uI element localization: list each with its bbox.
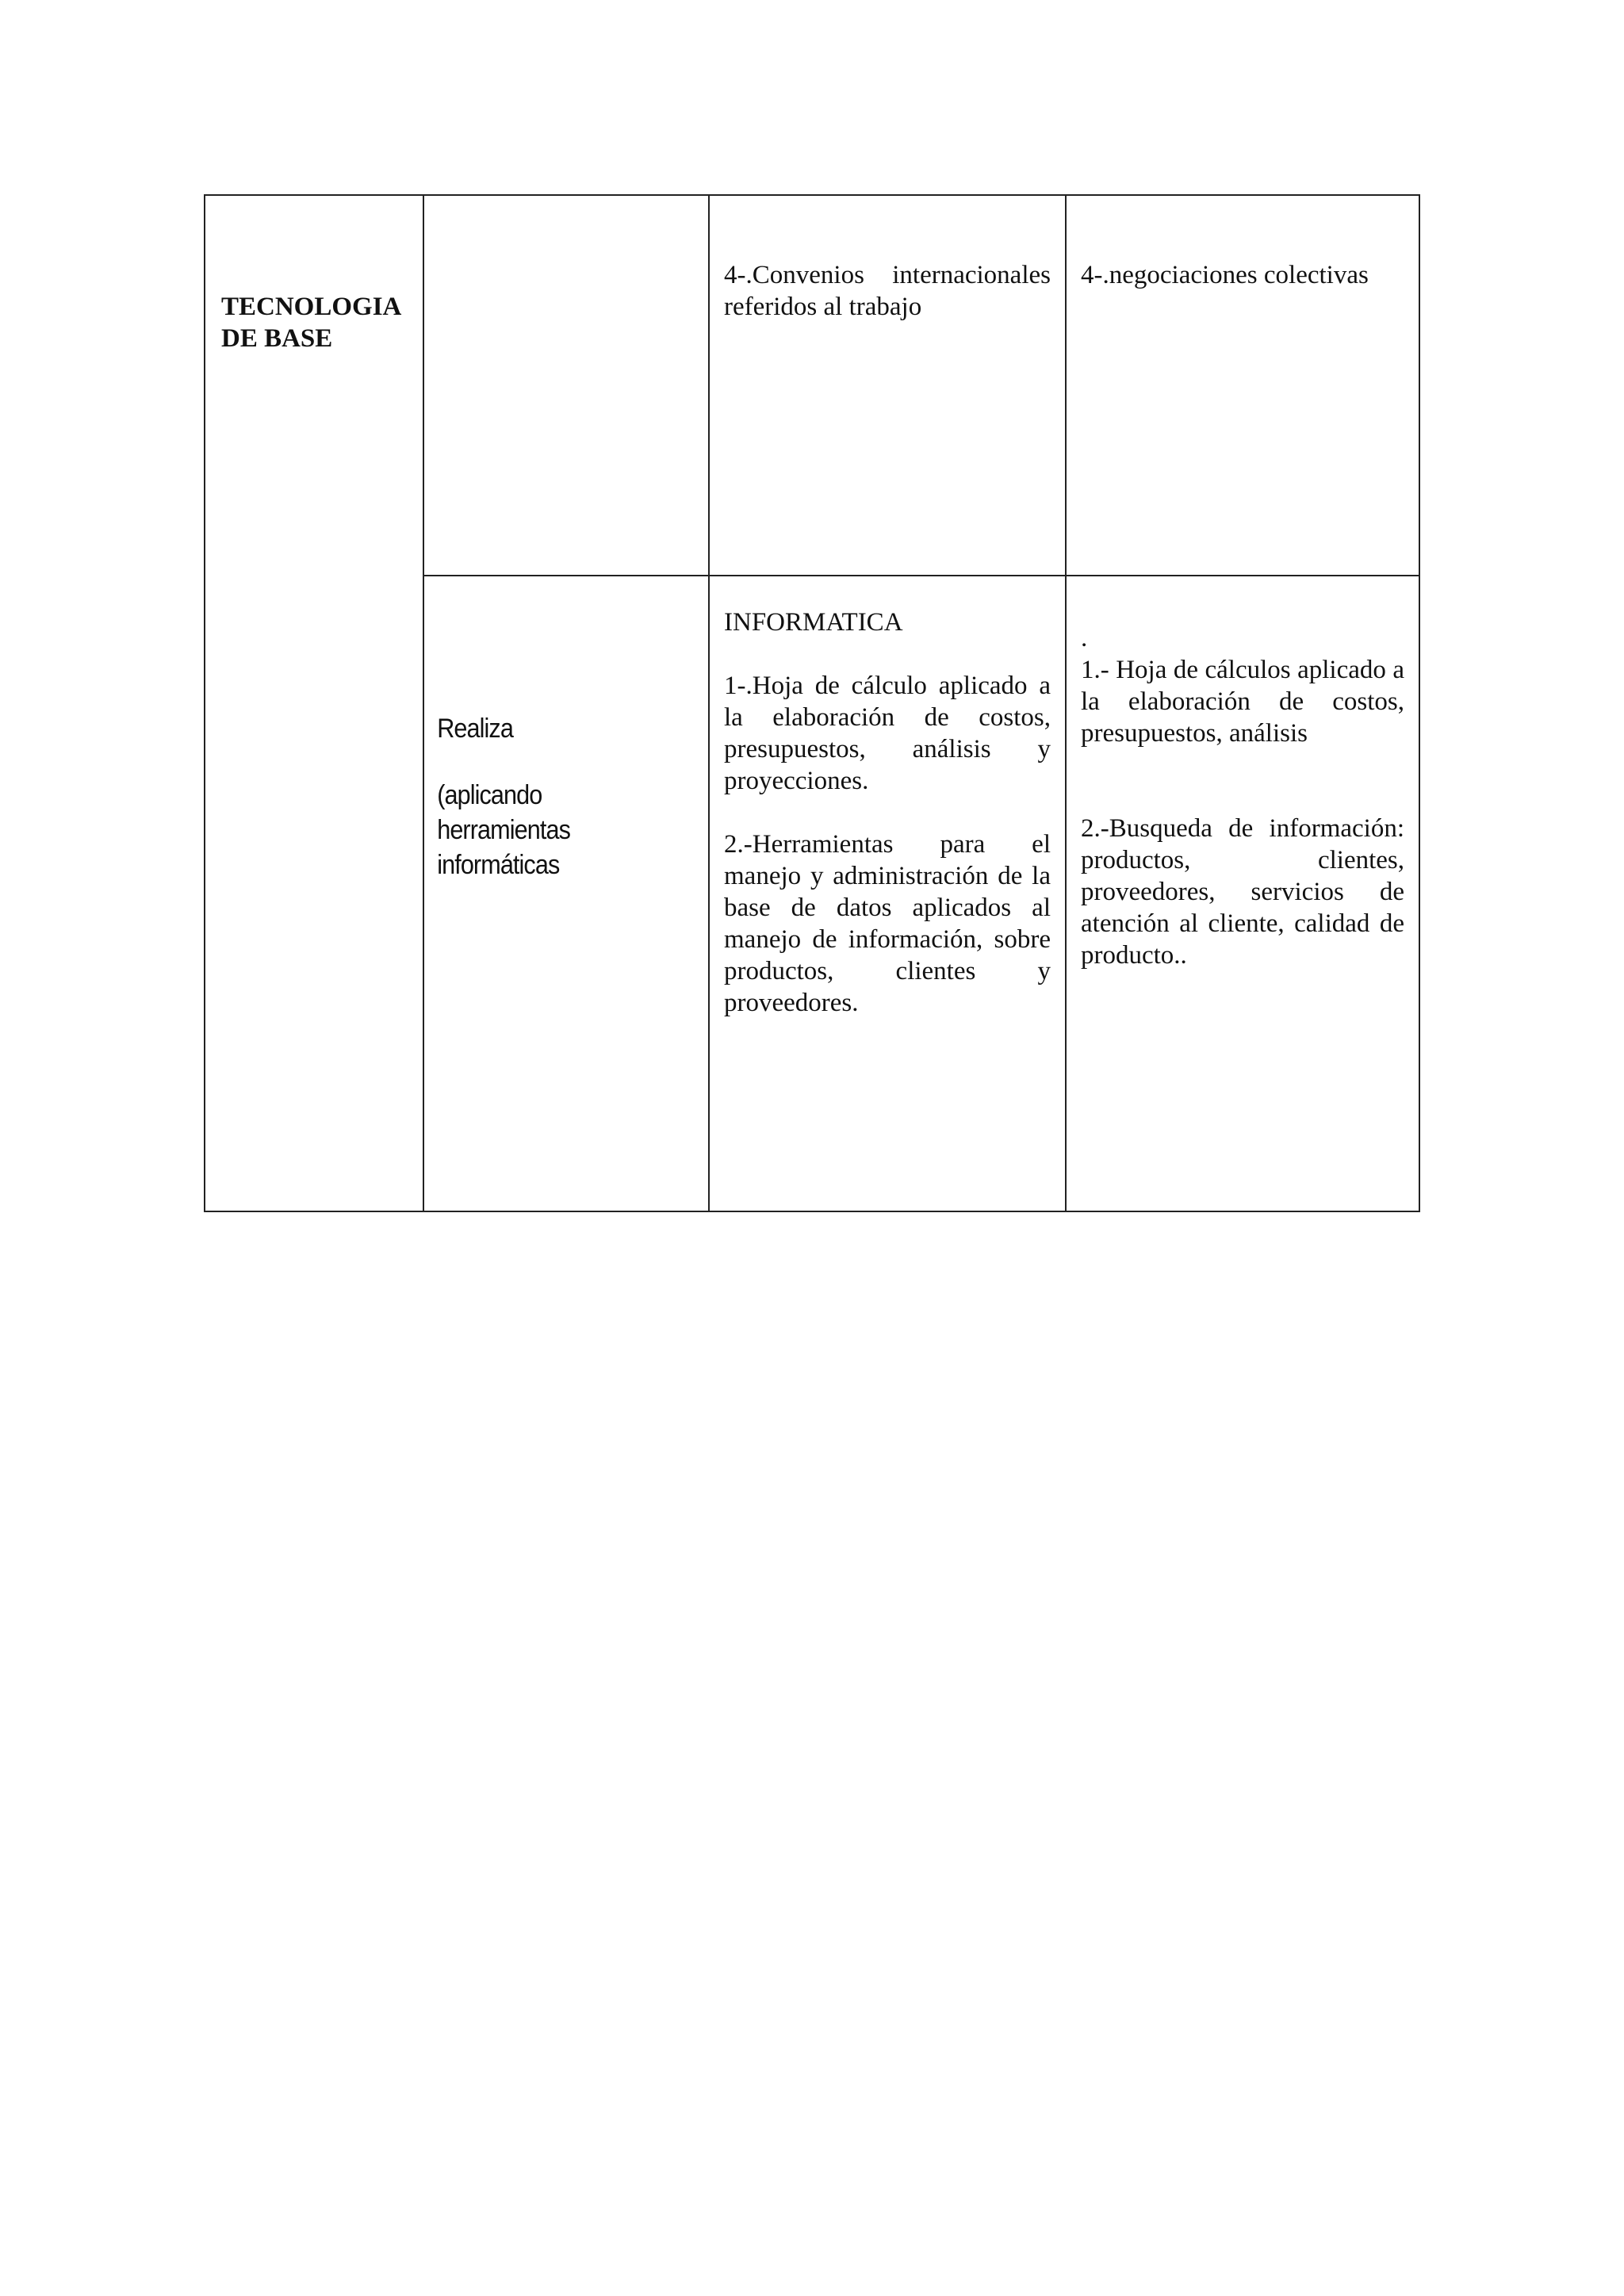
empty-cell — [423, 195, 709, 576]
activities-item-2: 2.-Busqueda de información: productos, clientes, proveedores, servicios de atención al cliente, calidad de producto.. — [1081, 814, 1404, 970]
row2-col3-text — [710, 576, 1065, 1019]
row2-col4-text — [1067, 576, 1419, 971]
dot-mark: . — [1081, 624, 1088, 652]
contents-cell — [709, 576, 1066, 1211]
row1-col3-text: 4-.Convenios internacionales referidos al trabajo — [724, 261, 1051, 321]
contents-item-1: 1-.Hoja de cálculo aplicado a la elaboración de costos, presupuestos, análisis y proyecciones. — [724, 672, 1051, 795]
capacity-text — [424, 576, 680, 882]
activities-cell — [1066, 195, 1419, 576]
capacity-line-2: (aplicando herramientas informáticas — [437, 780, 570, 880]
activities-item-1: 1.- Hoja de cálculos aplicado a la elaboración de costos, presupuestos, análisis — [1081, 656, 1404, 748]
contents-cell — [709, 195, 1066, 576]
table-row — [205, 195, 1419, 576]
area-label: TECNOLOGIA DE BASE — [221, 293, 400, 353]
activities-cell — [1066, 576, 1419, 1211]
content-table — [204, 194, 1420, 1212]
capacity-cell — [423, 576, 709, 1211]
capacity-line-1: Realiza — [437, 714, 513, 744]
row1-col4-text: 4-.negociaciones colectivas — [1081, 261, 1369, 289]
contents-item-2: 2.-Herramientas para el manejo y administración de la base de datos aplicados al manejo de información, sobre productos, clientes y proveedores. — [724, 830, 1051, 1017]
area-cell — [205, 195, 423, 1211]
section-heading: INFORMATICA — [724, 608, 903, 637]
